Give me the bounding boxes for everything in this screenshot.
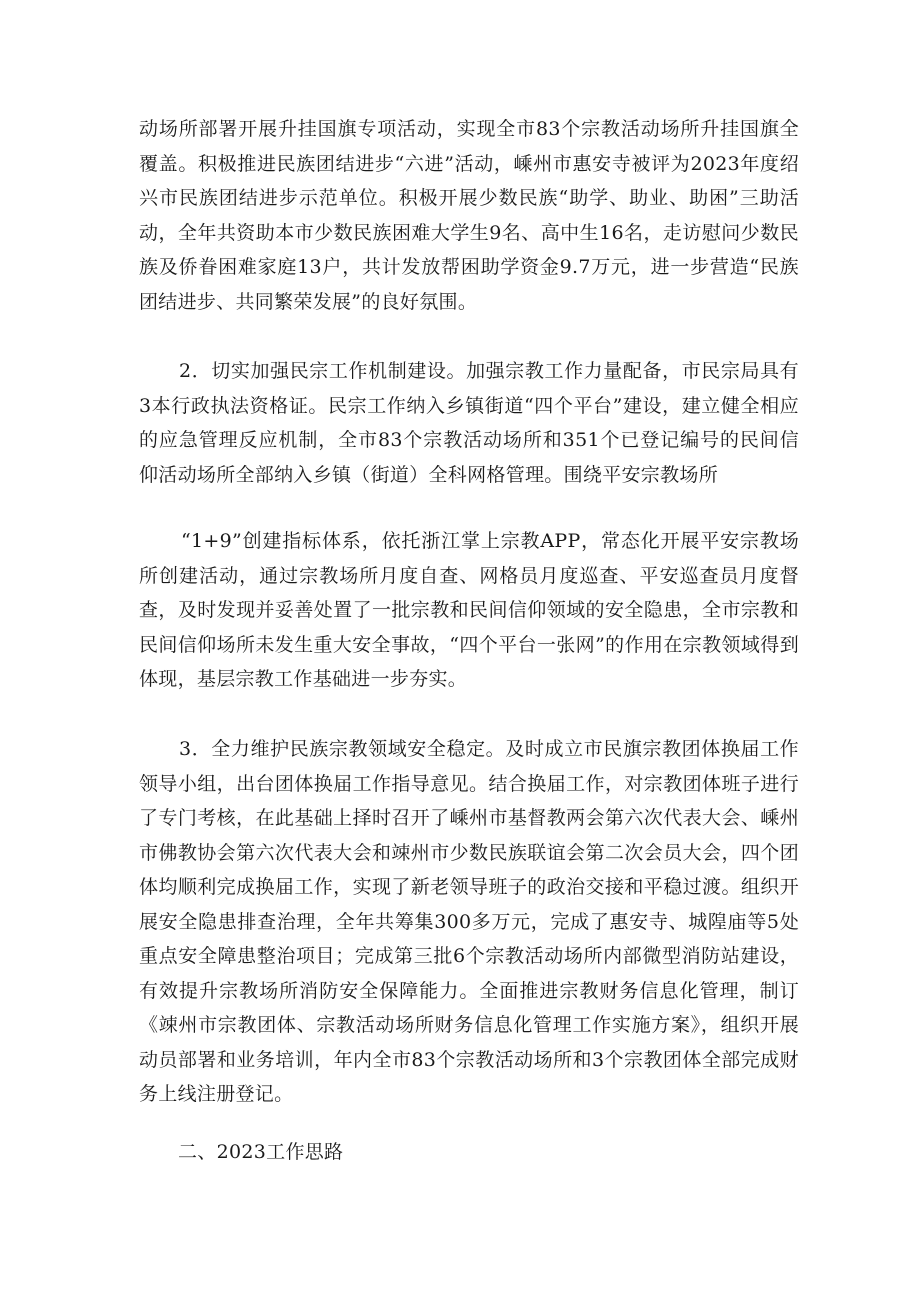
paragraph-ethnic-unity: 动场所部署开展升挂国旗专项活动，实现全市83个宗教活动场所升挂国旗全覆盖。积极推进民族团结进步“六进”活动，嵊州市惠安寺被评为2023年度绍兴市民族团结进步示范单位。积极开展少数民族“助学、助业、助困”三助活动，全年共资助本市少数民族困难大学生9名、高中生16名，走访慰问少数民族及侨眷困难家庭13户，共计发放帮困助学资金9.7万元，进一步营造“民族团结进步、共同繁荣发展”的良好氛围。: [139, 118, 799, 313]
paragraph-safe-venues: “1+9”创建指标体系，依托浙江掌上宗教APP，常态化开展平安宗教场所创建活动，通过宗教场所月度自查、网格员月度巡查、平安巡查员月度督查，及时发现并妥善处置了一批宗教和民间信仰领域的安全隐患，全市宗教和民间信仰场所未发生重大安全事故，“四个平台一张网”的作用在宗教领域得到体现，基层宗教工作基础进一步夯实。: [139, 530, 799, 690]
paragraph-security-stability: 3．全力维护民族宗教领域安全稳定。及时成立市民旗宗教团体换届工作领导小组，出台团体换届工作指导意见。结合换届工作，对宗教团体班子进行了专门考核，在此基础上择时召开了嵊州市基督教两会第六次代表大会、嵊州市佛教协会第六次代表大会和竦州市少数民族联谊会第二次会员大会，四个团体均顺利完成换届工作，实现了新老领导班子的政治交接和平稳过渡。组织开展安全隐患排查治理，全年共筹集300多万元，完成了惠安寺、城隍庙等5处重点安全障患整治项目；完成第三批6个宗教活动场所内部微型消防站建设，有效提升宗教场所消防安全保障能力。全面推进宗教财务信息化管理，制订《竦州市宗教团体、宗教活动场所财务信息化管理工作实施方案》，组织开展动员部署和业务培训，年内全市83个宗教活动场所和3个宗教团体全部完成财务上线注册登记。: [139, 738, 799, 1105]
section-heading-work-plan: 二、2023工作思路: [178, 1141, 344, 1163]
paragraph-mechanism-building: 2．切实加强民宗工作机制建设。加强宗教工作力量配备，市民宗局具有3本行政执法资格证。民宗工作纳入乡镇街道“四个平台”建设，建立健全相应的应急管理反应机制，全市83个宗教活动场所和351个已登记编号的民间信仰活动场所全部纳入乡镇（街道）全科网格管理。围绕平安宗教场所: [139, 360, 799, 486]
